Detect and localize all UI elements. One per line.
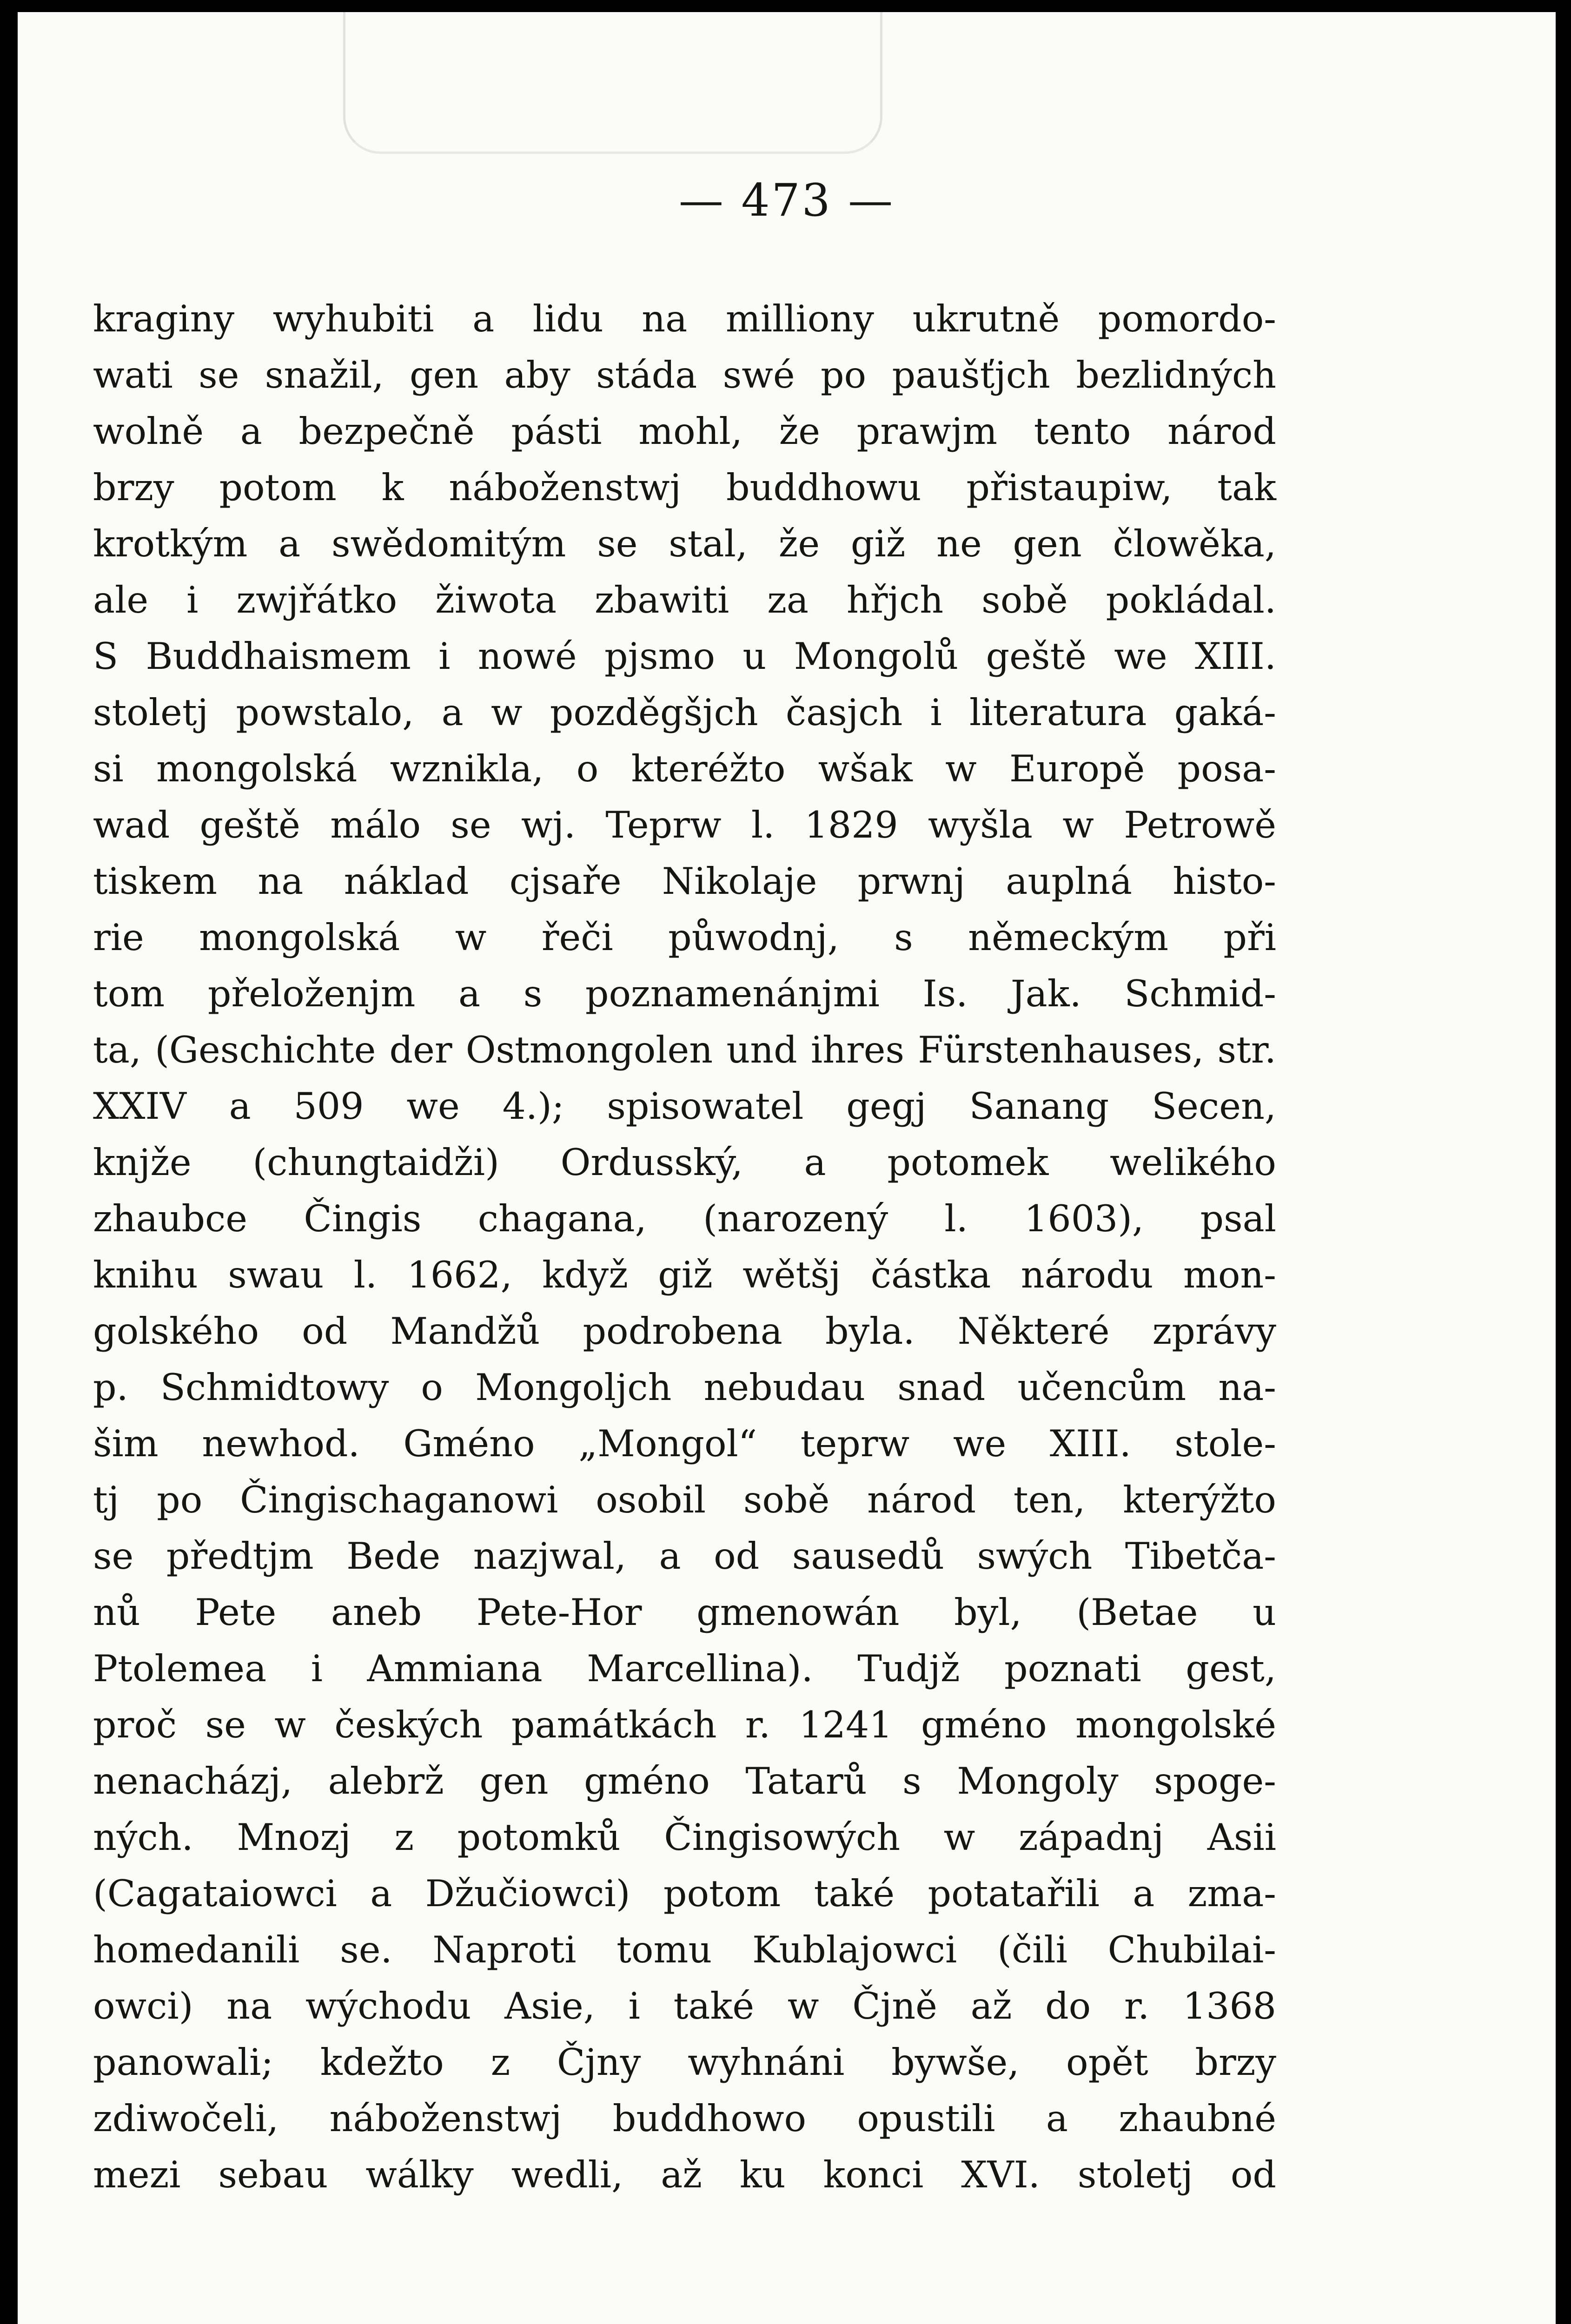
text-line: Ptolemea i Ammiana Marcellina). Tudjž poznati gest, (93, 1647, 1276, 1690)
text-line: wati se snažil, gen aby stáda swé po paušťjch bezlidných (93, 354, 1276, 396)
text-line: zhaubce Čingis chagana, (narozený l. 1603), psal (93, 1197, 1276, 1240)
text-line: rie mongolská w řeči půwodnj, s německým při (93, 916, 1276, 959)
text-line: ných. Mnozj z potomků Čingisowých w západnj Asii (93, 1816, 1276, 1859)
text-line: (Cagataiowci a Džučiowci) potom také potatařili a zma- (93, 1872, 1276, 1915)
text-line: panowali; kdežto z Čjny wyhnáni bywše, opět brzy (93, 2041, 1276, 2084)
text-line: S Buddhaismem i nowé pjsmo u Mongolů geště we XIII. (93, 635, 1276, 678)
text-line: ta, (Geschichte der Ostmongolen und ihres Fürstenhauses, str. (93, 1029, 1276, 1071)
text-line: homedanili se. Naproti tomu Kublajowci (čili Chubilai- (93, 1928, 1276, 1971)
text-line: tj po Čingischaganowi osobil sobě národ ten, kterýžto (93, 1479, 1276, 1521)
text-line: kraginy wyhubiti a lidu na milliony ukrutně pomordo- (93, 297, 1276, 340)
text-line: knihu swau l. 1662, když giž wětšj částka národu mon- (93, 1254, 1276, 1296)
text-line: brzy potom k náboženstwj buddhowu přistaupiw, tak (93, 466, 1276, 509)
book-page (18, 12, 1556, 2324)
page-number: — 473 — (678, 174, 895, 226)
text-line: mezi sebau wálky wedli, až ku konci XVI. stoletj od (93, 2153, 1276, 2196)
text-line: golského od Mandžů podrobena byla. Některé zprávy (93, 1310, 1276, 1353)
binding-shadow (343, 12, 882, 154)
text-line: šim newhod. Gméno „Mongol“ teprw we XIII. stole- (93, 1422, 1276, 1465)
body-text (93, 291, 1276, 2203)
text-line: tiskem na náklad cjsaře Nikolaje prwnj auplná histo- (93, 860, 1276, 903)
text-line: ale i zwjřátko žiwota zbawiti za hřjch sobě pokládal. (93, 579, 1276, 621)
text-line: owci) na wýchodu Asie, i také w Čjně až do r. 1368 (93, 1985, 1276, 2027)
text-line: p. Schmidtowy o Mongoljch nebudau snad učencům na- (93, 1366, 1276, 1409)
text-line: si mongolská wznikla, o kteréžto wšak w Europě posa- (93, 747, 1276, 790)
text-line: stoletj powstalo, a w pozděgšjch časjch i literatura gaká- (93, 691, 1276, 734)
text-line: nenacházj, alebrž gen gméno Tatarů s Mongoly spoge- (93, 1760, 1276, 1802)
text-line: wad geště málo se wj. Teprw l. 1829 wyšla w Petrowě (93, 804, 1276, 846)
text-line: tom přeloženjm a s poznamenánjmi Is. Jak. Schmid- (93, 972, 1276, 1015)
text-line: zdiwočeli, náboženstwj buddhowo opustili a zhaubné (93, 2097, 1276, 2140)
text-line: se předtjm Bede nazjwal, a od sausedů swých Tibetča- (93, 1535, 1276, 1578)
text-line: proč se w českých památkách r. 1241 gméno mongolské (93, 1703, 1276, 1746)
text-line: wolně a bezpečně pásti mohl, že prawjm tento národ (93, 410, 1276, 453)
text-line: nů Pete aneb Pete-Hor gmenowán byl, (Betae u (93, 1591, 1276, 1634)
text-line: knjže (chungtaidži) Ordusský, a potomek welikého (93, 1141, 1276, 1184)
text-line: krotkým a swědomitým se stal, že giž ne gen člowěka, (93, 522, 1276, 565)
text-line: XXIV a 509 we 4.); spisowatel gegj Sanang Secen, (93, 1085, 1276, 1128)
